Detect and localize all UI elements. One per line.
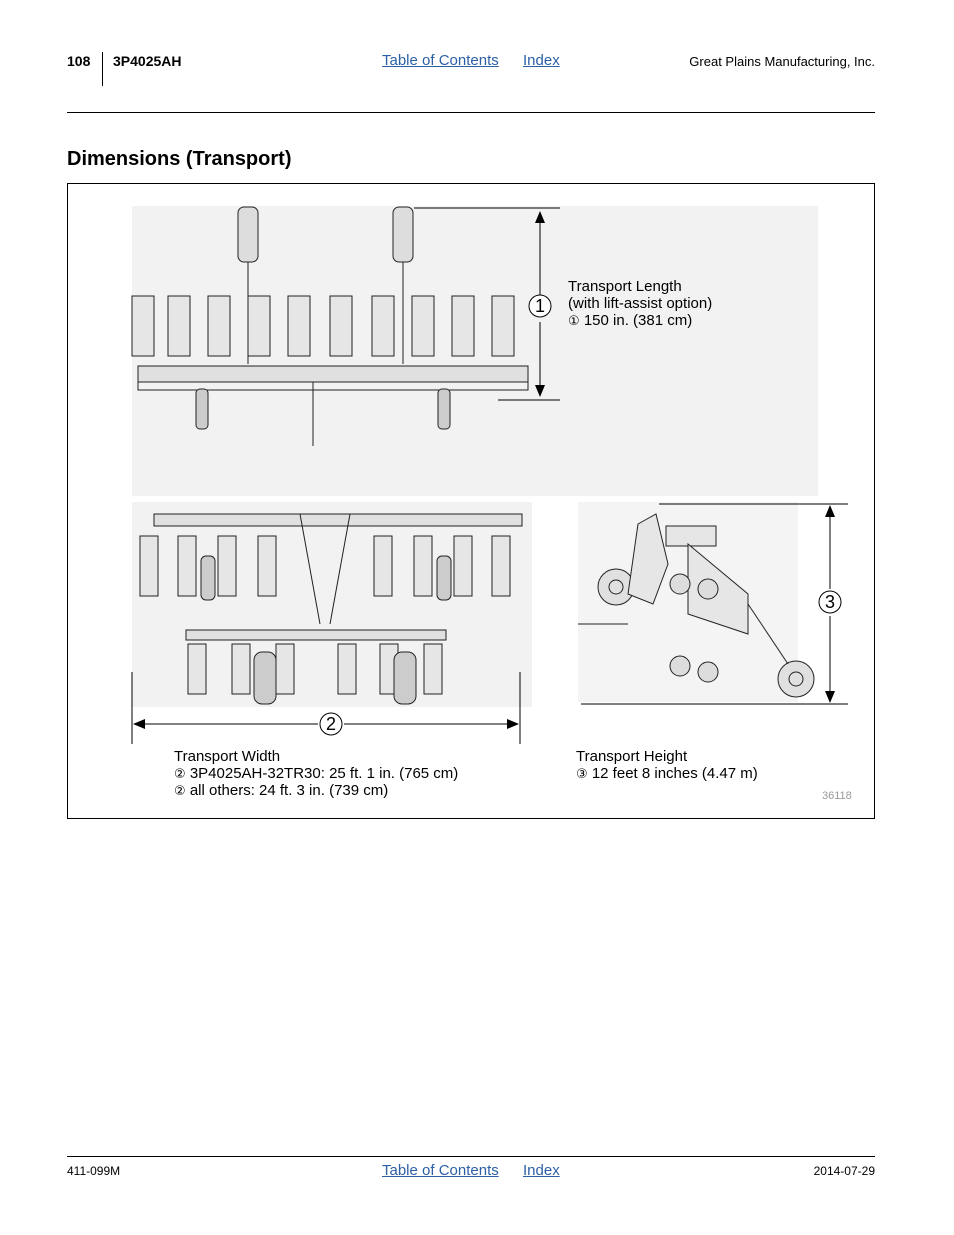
header-toc-link[interactable]: Table of Contents — [382, 52, 499, 69]
length-caption-title: Transport Length — [568, 278, 682, 295]
width-marker-1: ② — [174, 766, 186, 781]
planter-top-view-drawing — [132, 206, 818, 496]
footer-rule — [67, 1156, 875, 1157]
doc-number: 411-099M — [67, 1164, 121, 1178]
length-caption-subtitle: (with lift-assist option) — [568, 295, 713, 312]
height-caption — [576, 748, 758, 782]
length-marker: ① — [568, 313, 580, 328]
width-marker-2: ② — [174, 783, 186, 798]
length-caption — [568, 278, 712, 329]
height-caption-title: Transport Height — [576, 748, 688, 765]
footer-index-link[interactable]: Index — [523, 1162, 560, 1179]
company-name: Great Plains Manufacturing, Inc. — [689, 54, 875, 69]
planter-side-view-drawing — [578, 502, 814, 702]
callout-1: 1 — [534, 296, 546, 316]
header-rule — [67, 112, 875, 113]
dimensions-diagram — [68, 184, 874, 818]
width-caption — [174, 748, 458, 799]
figure-id: 36118 — [822, 790, 852, 802]
footer-toc-link[interactable]: Table of Contents — [382, 1162, 499, 1179]
width-caption-title: Transport Width — [174, 748, 281, 765]
width-value-1: 3P4025AH-32TR30: 25 ft. 1 in. (765 cm) — [189, 765, 459, 782]
height-value: 12 feet 8 inches (4.47 m) — [591, 765, 758, 782]
width-value-2: all others: 24 ft. 3 in. (739 cm) — [189, 782, 389, 799]
model-name: 3P4025AH — [113, 53, 182, 69]
footer-date: 2014-07-29 — [813, 1164, 875, 1178]
height-marker: ③ — [576, 766, 588, 781]
header-separator — [102, 52, 103, 86]
page-number: 108 — [67, 53, 91, 69]
dimensions-figure — [67, 183, 875, 819]
length-value: 150 in. (381 cm) — [583, 312, 693, 329]
section-title: Dimensions (Transport) — [67, 148, 292, 170]
planter-rear-view-drawing — [132, 502, 532, 707]
header-index-link[interactable]: Index — [523, 52, 560, 69]
callout-3: 3 — [824, 592, 836, 612]
callout-2: 2 — [325, 714, 337, 734]
